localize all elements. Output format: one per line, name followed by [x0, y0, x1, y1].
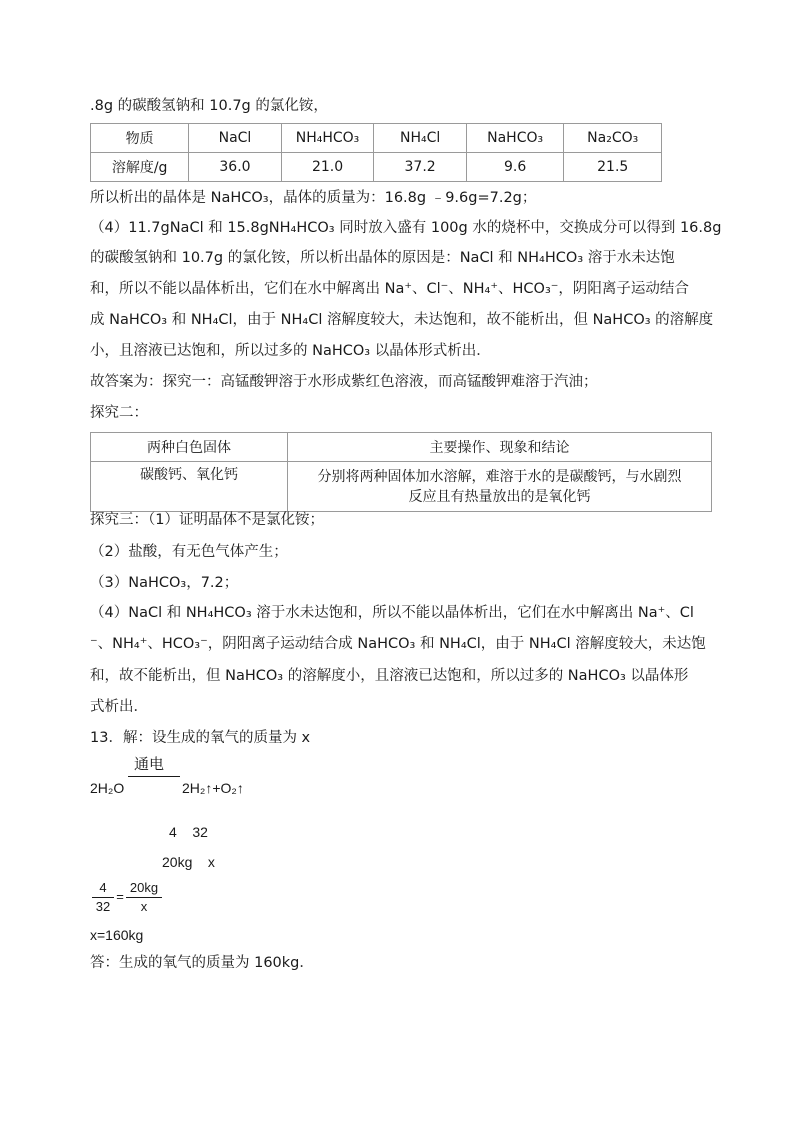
text-line: 成 NaHCO₃ 和 NH₄Cl，由于 NH₄Cl 溶解度较大，未达饱和，故不能析出，但 NaHCO₃ 的溶解度: [90, 312, 714, 328]
table-row: [91, 462, 712, 512]
text-line: （3）NaHCO₃，7.2；: [90, 575, 239, 591]
text-line: 13．解：设生成的氧气的质量为 x: [90, 730, 311, 746]
table-cell: 溶解度/g: [91, 153, 189, 182]
table-cell: 9.6: [466, 153, 564, 182]
table-cell: 主要操作、现象和结论: [288, 433, 712, 462]
fraction-bar: [92, 897, 114, 898]
reaction-condition: 通电: [134, 756, 165, 773]
table-cell: NaHCO₃: [466, 124, 564, 153]
text-line: 探究三：（1）证明晶体不是氯化铵；: [90, 512, 324, 528]
table-cell: 21.5: [564, 153, 662, 182]
given-values: 20kg x: [162, 854, 215, 870]
table-cell: 物质: [91, 124, 189, 153]
table-cell: NaCl: [189, 124, 281, 153]
text-line: （2）盐酸，有无色气体产生；: [90, 544, 288, 560]
text-line: （4）11.7gNaCl 和 15.8gNH₄HCO₃ 同时放入盛有 100g 水的烧杯中，交换成分可以得到 16.8g: [90, 220, 722, 236]
products: 2H₂↑+O₂↑: [182, 780, 244, 796]
identification-table: [90, 432, 712, 512]
text-line: 式析出．: [90, 699, 148, 715]
fraction-numerator: 4: [99, 880, 107, 895]
text-line: 小，且溶液已达饱和，所以过多的 NaHCO₃ 以晶体形式析出．: [90, 343, 491, 359]
reaction-arrow-line: [128, 776, 180, 777]
table-header-row: [91, 124, 662, 153]
table-cell: 36.0: [189, 153, 281, 182]
text-line: 所以析出的晶体是 NaHCO₃，晶体的质量为：16.8g ﹣9.6g=7.2g；: [90, 190, 537, 206]
mass-ratio: 4 32: [169, 824, 208, 840]
text-line: 和，所以不能以晶体析出，它们在水中解离出 Na⁺、Cl⁻、NH₄⁺、HCO₃⁻，阴阳离子运动结合: [90, 281, 689, 297]
table-cell: NH₄HCO₃: [281, 124, 374, 153]
reactant: 2H₂O: [90, 780, 125, 796]
text-line: 故答案为：探究一：高锰酸钾溶于水形成紫红色溶液，而高锰酸钾难溶于汽油；: [90, 374, 598, 390]
fraction-denominator: 32: [95, 899, 111, 914]
table-cell: NH₄Cl: [374, 124, 466, 153]
text-line: 答：生成的氧气的质量为 160kg．: [90, 955, 314, 971]
table-cell: 37.2: [374, 153, 466, 182]
table-row: [91, 153, 662, 182]
solubility-table: [90, 123, 662, 182]
table-cell: 21.0: [281, 153, 374, 182]
text-line: 探究二：: [90, 405, 148, 421]
text-line: ⁻、NH₄⁺、HCO₃⁻，阴阳离子运动结合成 NaHCO₃ 和 NH₄Cl，由于 NH₄Cl 溶解度较大，未达饱: [90, 636, 706, 652]
table-cell: Na₂CO₃: [564, 124, 662, 153]
text-line: 和，故不能析出，但 NaHCO₃ 的溶解度小，且溶液已达饱和，所以过多的 NaHCO₃ 以晶体形: [90, 668, 689, 684]
table-header-row: [91, 433, 712, 462]
fraction-numerator: 20kg: [129, 880, 159, 895]
table-cell-line: 反应且有热量放出的是氧化钙: [408, 488, 591, 505]
table-cell: 碳酸钙、氧化钙: [91, 462, 288, 512]
result: x=160kg: [90, 927, 144, 943]
text-line: .8g 的碳酸氢钠和 10.7g 的氯化铵，: [90, 98, 328, 114]
fraction-denominator: x: [140, 899, 148, 914]
text-line: （4）NaCl 和 NH₄HCO₃ 溶于水未达饱和，所以不能以晶体析出，它们在水中解离出 Na⁺、Cl: [90, 605, 694, 621]
fraction-bar: [126, 897, 162, 898]
table-cell-line: 分别将两种固体加水溶解，难溶于水的是碳酸钙，与水剧烈: [317, 468, 682, 485]
table-cell: 两种白色固体: [91, 433, 288, 462]
equals-sign: =: [116, 889, 124, 904]
table-cell: [288, 462, 712, 512]
text-line: 的碳酸氢钠和 10.7g 的氯化铵，所以析出晶体的原因是：NaCl 和 NH₄HCO₃ 溶于水未达饱: [90, 250, 675, 266]
